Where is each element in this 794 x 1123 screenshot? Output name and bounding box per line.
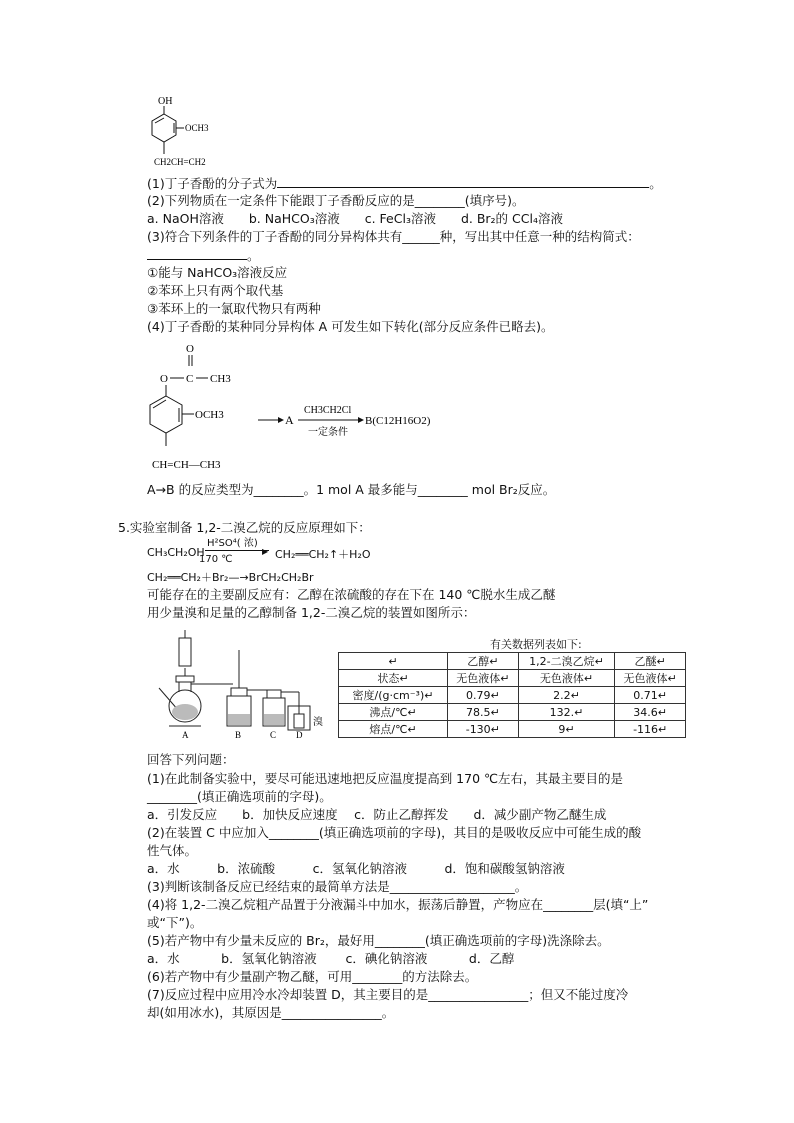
table-cell: 无色液体↵ [615,670,686,687]
r1-bottom: 170 ℃ [199,554,233,565]
r1-top: H²SO⁴( 浓) [207,538,258,549]
table-cell: 132.↵ [518,704,615,721]
product-b-label: B(C12H16O2) [365,415,431,427]
apparatus-diagram [155,628,335,740]
q4-p4: (4)丁子香酚的某种同分异构体 A 可发生如下转化(部分反应条件已略去)。 [147,319,554,334]
q5-a6: (6)若产物中有少量副产物乙醚，可用________的方法除去。 [147,969,478,984]
table-cell: 1,2-二溴乙烷↵ [518,653,615,670]
q4-p3: (3)符合下列条件的丁子香酚的同分异构体共有______种，写出其中任意一种的结构简式： [147,229,640,244]
compound-a-label: A [285,413,294,427]
label-c: C [270,730,277,740]
table-row [339,687,686,704]
table-cell: 0.71↵ [615,687,686,704]
reaction-1: CH₃CH₂OH H²SO⁴( 浓) ▶ 170 ℃ CH₂══CH₂↑＋H₂O [147,538,447,568]
table-caption: 有关数据列表如下: [490,638,582,651]
allyl-label: CH2CH=CH2 [154,157,206,167]
properties-table [338,652,686,738]
condition-1: ①能与 NaHCO₃溶液反应 [147,265,288,280]
eugenol-structure [148,92,238,172]
oh-label: OH [158,96,173,107]
table-cell: -130↵ [448,721,519,738]
q4-p4-question: A→B 的反应类型为________。1 mol A 最多能与________ mol Br₂反应。 [147,482,556,497]
och3-label: OCH3 [185,123,209,133]
q5-a7: (7)反应过程中应用冷水冷却装置 D，其主要目的是________________；但又不能过度冷 [147,987,629,1002]
label-a: A [182,730,189,740]
reaction-scheme [148,338,488,478]
q5-title: 5.实验室制备 1,2-二溴乙烷的反应原理如下： [118,520,371,535]
scheme-och3-label: OCH3 [195,409,224,421]
q5-a2b: 性气体。 [147,843,198,858]
table-row [339,704,686,721]
q4-p2: (2)下列物质在一定条件下能跟丁子香酚反应的是________(填序号)。 [147,193,525,208]
ester-o-label: O [160,373,168,385]
q5-a4: (4)将 1,2-二溴乙烷粗产品置于分液漏斗中加水，振荡后静置，产物应在________层(填“上” [147,897,649,912]
q5-a5: (5)若产物中有少量未反应的 Br₂，最好用________(填正确选项前的字母)洗涤除去。 [147,933,610,948]
table-cell: 34.6↵ [615,704,686,721]
setup-text: 用少量溴和足量的乙醇制备 1,2-二溴乙烷的装置如图所示： [147,605,476,620]
q5-a2-options: a．水 b．浓硫酸 c．氢氧化钠溶液 d．饱和碳酸氢钠溶液 [147,861,565,876]
carbonyl-c-label: C [186,373,194,385]
r1-right: CH₂══CH₂↑＋H₂O [275,548,371,561]
table-cell: 0.79↵ [448,687,519,704]
q4-p3-line: 。 [147,247,260,264]
acetyl-ch3-label: CH3 [210,373,231,385]
q5-a1: (1)在此制备实验中，要尽可能迅速地把反应温度提高到 170 ℃左右，其最主要目的是 [147,771,624,786]
table-cell: 2.2↵ [518,687,615,704]
table-cell: 乙醇↵ [448,653,519,670]
table-cell: 乙醚↵ [615,653,686,670]
reaction-2: CH₂══CH₂＋Br₂—→BrCH₂CH₂Br [147,571,314,584]
condition-label: 一定条件 [308,427,348,438]
carbonyl-o-label: O [186,343,194,355]
q5-a7b: 却(如用冰水)，其原因是________________。 [147,1005,395,1020]
table-cell: 沸点/℃↵ [339,704,448,721]
label-b: B [235,730,242,740]
q5-a4b: 或“下”)。 [147,915,203,930]
table-header-row [339,653,686,670]
condition-2: ②苯环上只有两个取代基 [147,283,284,298]
q5-a1b: ________(填正确选项前的字母)。 [147,789,332,804]
table-cell: -116↵ [615,721,686,738]
table-cell: 密度/(g·cm⁻³)↵ [339,687,448,704]
label-bromine: 溴 [313,717,323,728]
table-row [339,721,686,738]
table-cell: 熔点/℃↵ [339,721,448,738]
table-row [339,670,686,687]
condition-3: ③苯环上的一氯取代物只有两种 [147,301,321,316]
reagent-label: CH3CH2Cl [304,405,352,416]
table-cell: 78.5↵ [448,704,519,721]
side-reaction: 可能存在的主要副反应有：乙醇在浓硫酸的存在下在 140 ℃脱水生成乙醚 [147,587,556,602]
table-cell: 无色液体↵ [518,670,615,687]
q4-p1: (1)丁子香酚的分子式为 。 [147,176,662,191]
label-d: D [296,730,303,740]
q5-a3: (3)判断该制备反应已经结束的最简单方法是____________________。 [147,879,528,894]
q4-p2-options: a. NaOH溶液 b. NaHCO₃溶液 c. FeCl₃溶液 d. Br₂的 CCl₄溶液 [147,211,563,226]
table-cell: 状态↵ [339,670,448,687]
answer-intro: 回答下列问题： [147,752,235,767]
table-cell: ↵ [339,653,448,670]
table-cell: 9↵ [518,721,615,738]
table-cell: 无色液体↵ [448,670,519,687]
q5-a5-options: a．水 b．氢氧化钠溶液 c．碘化钠溶液 d．乙醇 [147,951,515,966]
q5-a2: (2)在装置 C 中应加入________(填正确选项前的字母)，其目的是吸收反应中可能生成的酸 [147,825,642,840]
propenyl-label: CH=CH—CH3 [152,459,221,471]
q5-a1-options: a．引发反应 b．加快反应速度 c．防止乙醇挥发 d．减少副产物乙醚生成 [147,807,607,822]
r1-left: CH₃CH₂OH [147,546,205,559]
